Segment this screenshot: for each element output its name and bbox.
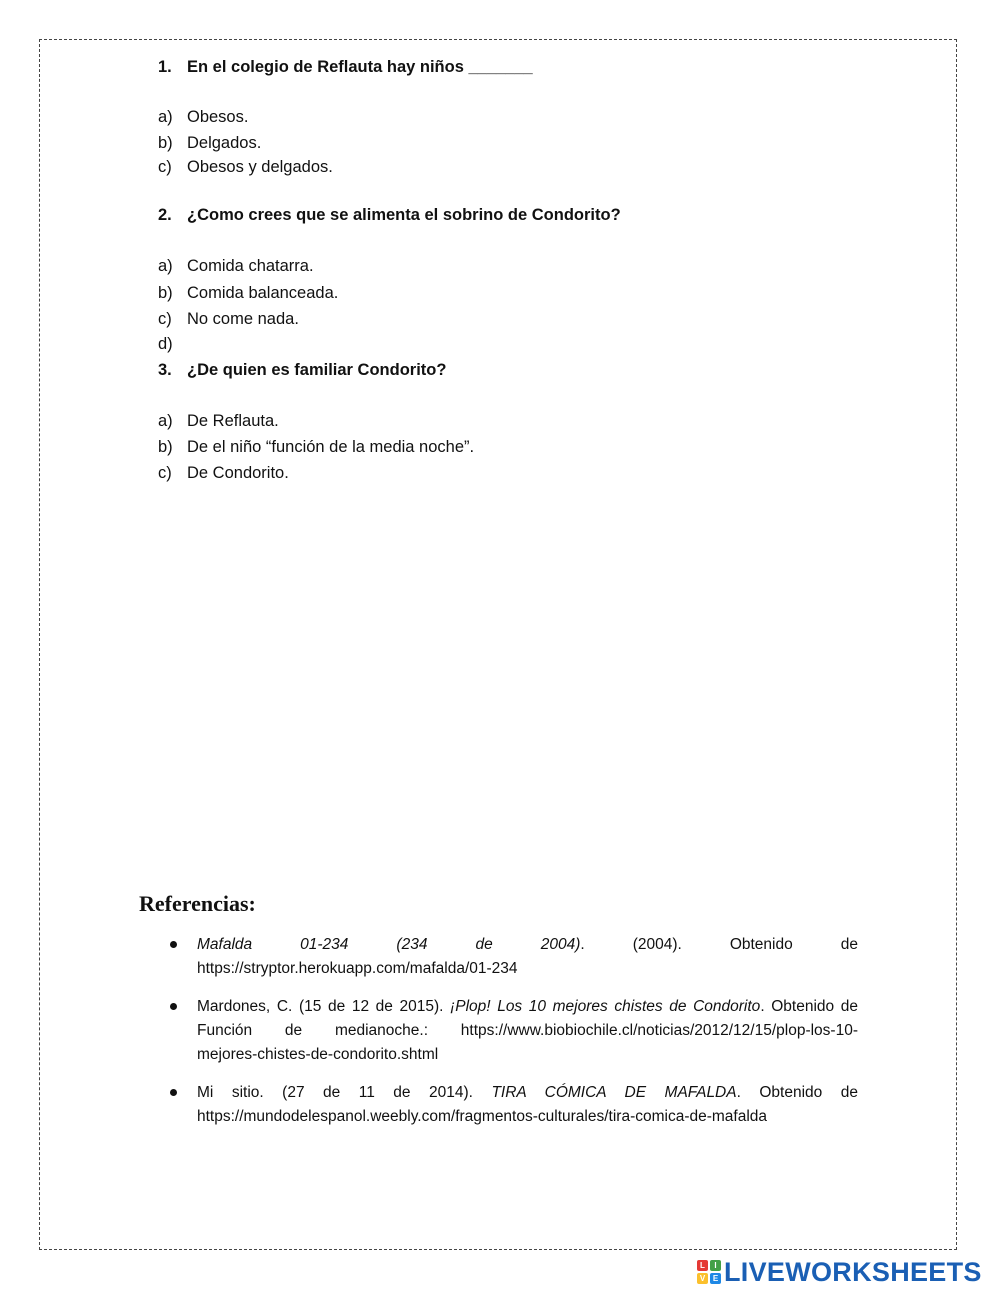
question-1 xyxy=(158,58,533,77)
option-text: De el niño “función de la media noche”. xyxy=(187,438,475,456)
reference-item-1 xyxy=(197,933,858,981)
option-text: No come nada. xyxy=(187,310,299,328)
option-label: b) xyxy=(158,134,173,152)
question-3-option-c[interactable] xyxy=(158,464,289,483)
question-number: 2. xyxy=(158,206,172,224)
question-3-option-a[interactable] xyxy=(158,412,279,431)
question-2-option-d[interactable] xyxy=(158,335,187,354)
reference-url[interactable]: https://stryptor.herokuapp.com/mafalda/01-234 xyxy=(197,960,518,977)
bullet-icon xyxy=(170,1003,177,1010)
option-label: a) xyxy=(158,257,173,275)
option-text: Comida chatarra. xyxy=(187,257,314,275)
option-text: Delgados. xyxy=(187,134,262,152)
option-label: c) xyxy=(158,158,172,176)
option-label: a) xyxy=(158,412,173,430)
option-text: De Condorito. xyxy=(187,464,289,482)
reference-item-2 xyxy=(197,995,858,1067)
question-3-option-b[interactable] xyxy=(158,438,474,457)
reference-author: Mi sitio. (27 de 11 de 2014). xyxy=(197,1084,492,1101)
question-number: 1. xyxy=(158,58,172,76)
reference-url-continued[interactable]: mejores-chistes-de-condorito.shtml xyxy=(197,1046,439,1063)
logo-blocks-icon xyxy=(697,1260,721,1284)
option-label: a) xyxy=(158,108,173,126)
question-text: ¿Como crees que se alimenta el sobrino de Condorito? xyxy=(187,206,621,224)
logo-block: E xyxy=(710,1273,721,1284)
reference-title: Mafalda 01-234 (234 de 2004) xyxy=(197,936,581,953)
logo-block: I xyxy=(710,1260,721,1271)
bullet-icon xyxy=(170,1089,177,1096)
reference-item-3 xyxy=(197,1081,858,1129)
question-2-option-b[interactable] xyxy=(158,284,338,303)
logo-text: LIVEWORKSHEETS xyxy=(724,1256,982,1287)
reference-url[interactable]: https://mundodelespanol.weebly.com/fragmentos-culturales/tira-comica-de-mafalda xyxy=(197,1108,768,1125)
option-text: Obesos y delgados. xyxy=(187,158,333,176)
option-label: d) xyxy=(158,335,173,353)
reference-line xyxy=(197,1081,858,1105)
question-2 xyxy=(158,206,621,225)
reference-text: . Obtenido de xyxy=(760,998,858,1015)
option-label: c) xyxy=(158,464,172,482)
question-2-option-c[interactable] xyxy=(158,310,299,329)
question-text: ¿De quien es familiar Condorito? xyxy=(187,361,447,379)
reference-line xyxy=(197,995,858,1019)
reference-title: TIRA CÓMICA DE MAFALDA xyxy=(491,1084,737,1101)
option-text: Comida balanceada. xyxy=(187,284,339,302)
liveworksheets-logo[interactable] xyxy=(697,1258,982,1286)
logo-block: L xyxy=(697,1260,708,1271)
question-text: En el colegio de Reflauta hay niños _______ xyxy=(187,58,533,76)
reference-text: . Obtenido de xyxy=(736,1084,858,1101)
reference-title: ¡Plop! Los 10 mejores chistes de Condorito xyxy=(450,998,761,1015)
reference-text: . (2004). Obtenido de xyxy=(580,936,858,953)
bullet-icon xyxy=(170,941,177,948)
question-1-option-b[interactable] xyxy=(158,134,261,153)
question-3 xyxy=(158,361,446,380)
option-text: Obesos. xyxy=(187,108,249,126)
reference-line xyxy=(197,933,858,957)
option-text: De Reflauta. xyxy=(187,412,279,430)
option-label: b) xyxy=(158,438,173,456)
question-1-option-a[interactable] xyxy=(158,108,248,127)
reference-url[interactable]: Función de medianoche.: https://www.biobiochile.cl/noticias/2012/12/15/plop-los-10- xyxy=(197,1022,858,1039)
option-label: c) xyxy=(158,310,172,328)
logo-block: V xyxy=(697,1273,708,1284)
question-2-option-a[interactable] xyxy=(158,257,314,276)
reference-author: Mardones, C. (15 de 12 de 2015). xyxy=(197,998,451,1015)
question-number: 3. xyxy=(158,361,172,379)
question-1-option-c[interactable] xyxy=(158,158,333,177)
option-label: b) xyxy=(158,284,173,302)
references-heading: Referencias: xyxy=(139,891,256,916)
